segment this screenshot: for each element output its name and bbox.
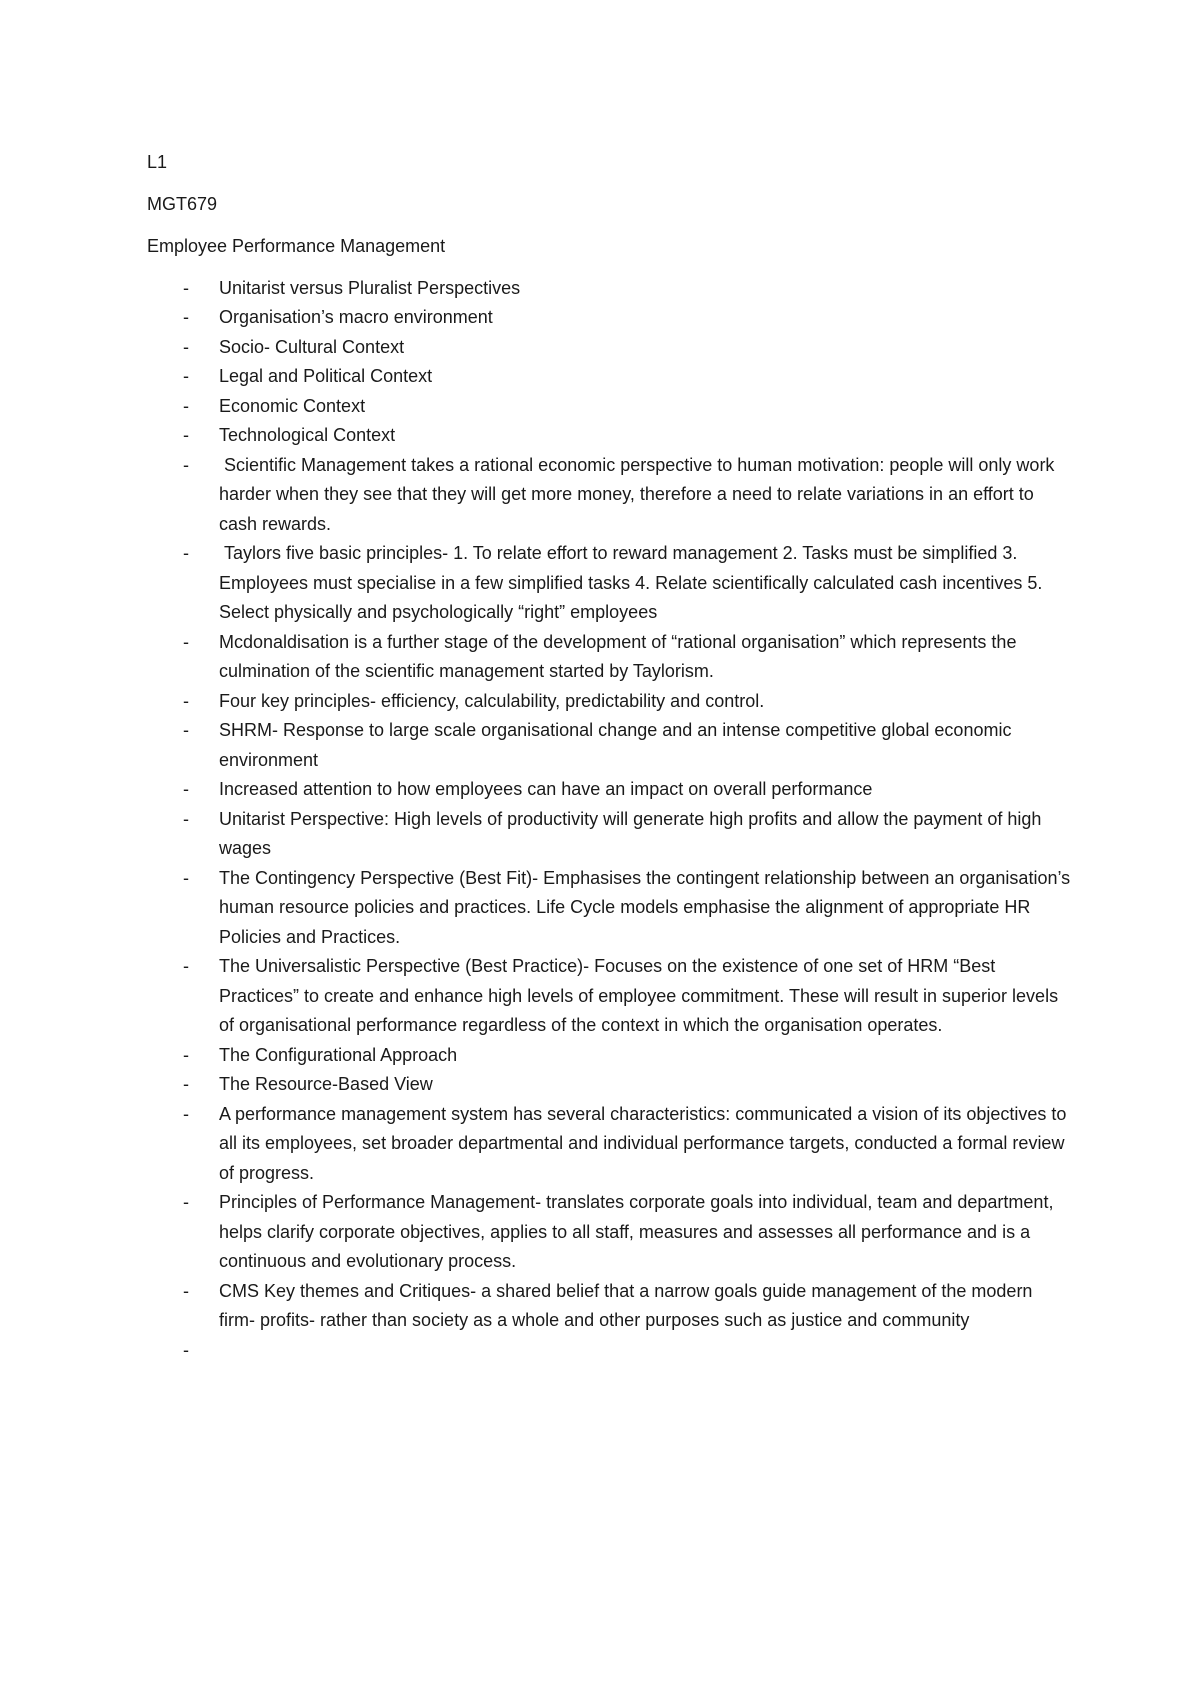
list-item-text: Economic Context	[219, 395, 366, 416]
list-item	[147, 864, 1076, 953]
list-item	[147, 952, 1072, 1041]
list-item	[147, 1041, 1072, 1071]
bullet-dash: -	[183, 867, 189, 888]
list-item-text: Organisation’s macro environment	[219, 307, 493, 327]
lecture-number: L1	[147, 152, 168, 172]
list-item	[147, 451, 1072, 540]
list-item	[147, 716, 1072, 775]
bullet-dash: -	[183, 779, 189, 799]
list-item-text: The Resource-Based View	[219, 1074, 433, 1094]
list-item-text: Socio- Cultural Context	[219, 336, 405, 357]
list-item	[147, 628, 1072, 687]
list-item-text: Technological Context	[219, 425, 396, 445]
list-item-text: Unitarist Perspective: High levels of productivity will generate high profits and allow the payment of high wages	[219, 808, 1047, 858]
list-item	[147, 805, 1072, 864]
bullet-dash: -	[183, 720, 189, 740]
bullet-dash: -	[183, 425, 189, 445]
list-item-text: Four key principles- efficiency, calculability, predictability and control.	[219, 690, 765, 711]
list-item	[147, 1070, 1072, 1100]
list-item	[147, 362, 1072, 392]
document-body	[147, 148, 1076, 1360]
bullet-dash: -	[183, 1339, 189, 1360]
list-item-text: Increased attention to how employees can have an impact on overall performance	[219, 779, 873, 799]
bullet-dash: -	[183, 1280, 189, 1301]
bullet-dash: -	[183, 808, 189, 829]
bullet-dash: -	[183, 307, 189, 327]
bullet-dash: -	[183, 956, 189, 976]
bullet-dash: -	[183, 1044, 189, 1065]
list-item-text: The Configurational Approach	[219, 1044, 458, 1065]
list-item	[147, 1100, 1072, 1189]
list-item	[147, 539, 1072, 628]
list-item	[147, 333, 1072, 363]
list-item-text: Principles of Performance Management- translates corporate goals into individual, team and department, helps clarify corporate objectives, applies to all staff, measures and assesses all performance and is a continuous and evolutionary process.	[219, 1192, 1059, 1271]
list-item-text: Scientific Management takes a rational economic perspective to human motivation: people will only work harder when they see that they will get more money, therefore a need to relate variations in an effort to cash rewards.	[219, 454, 1060, 534]
bullet-dash: -	[183, 1074, 189, 1094]
list-item	[147, 1277, 1072, 1336]
list-item	[147, 775, 1072, 805]
list-item-text: The Universalistic Perspective (Best Practice)- Focuses on the existence of one set of HRM “Best Practices” to create and enhance high levels of employee commitment. These will result in superior levels of organisational performance regardless of the context in which the organisation operates.	[219, 956, 1064, 1035]
bullet-dash: -	[183, 690, 189, 711]
bullet-dash: -	[183, 336, 189, 357]
bullet-dash: -	[183, 366, 189, 386]
list-item-text: Legal and Political Context	[219, 366, 433, 386]
list-item-text: SHRM- Response to large scale organisational change and an intense competitive global economic environment	[219, 720, 1017, 770]
list-item-text: The Contingency Perspective (Best Fit)- Emphasises the contingent relationship between an organisation’s human resource policies and practices. Life Cycle models emphasise the alignment of appropriate HR Policies and Practices.	[219, 867, 1076, 947]
list-item	[147, 303, 1072, 333]
list-item-text: A performance management system has several characteristics: communicated a vision of its objectives to all its employees, set broader departmental and individual performance targets, conducted a formal review of progress.	[219, 1103, 1072, 1183]
bullet-list	[147, 274, 1076, 1360]
list-item-text: CMS Key themes and Critiques- a shared belief that a narrow goals guide management of the modern firm- profits- rather than society as a whole and other purposes such as justice and community	[219, 1280, 1038, 1330]
list-item	[147, 687, 1072, 717]
bullet-dash: -	[183, 277, 189, 298]
list-item-text: Unitarist versus Pluralist Perspectives	[219, 277, 521, 298]
list-item	[147, 392, 1072, 422]
bullet-dash: -	[183, 454, 189, 475]
bullet-dash: -	[183, 395, 189, 416]
list-item	[147, 274, 1072, 304]
course-code: MGT679	[147, 193, 218, 214]
list-item-text: Taylors five basic principles- 1. To relate effort to reward management 2. Tasks must be simplified 3. Employees must specialise in a few simplified tasks 4. Relate scientifically calculated cash incentives 5. Select physically and psychologically “right” employees	[219, 543, 1048, 622]
list-item	[147, 421, 1072, 451]
bullet-dash: -	[183, 1103, 189, 1124]
list-item	[147, 1188, 1072, 1277]
list-item-text: Mcdonaldisation is a further stage of the development of “rational organisation” which represents the culmination of the scientific management started by Taylorism.	[219, 631, 1022, 681]
bullet-dash: -	[183, 1192, 189, 1212]
document-title: Employee Performance Management	[147, 235, 446, 256]
bullet-dash: -	[183, 543, 189, 563]
bullet-dash: -	[183, 631, 189, 652]
